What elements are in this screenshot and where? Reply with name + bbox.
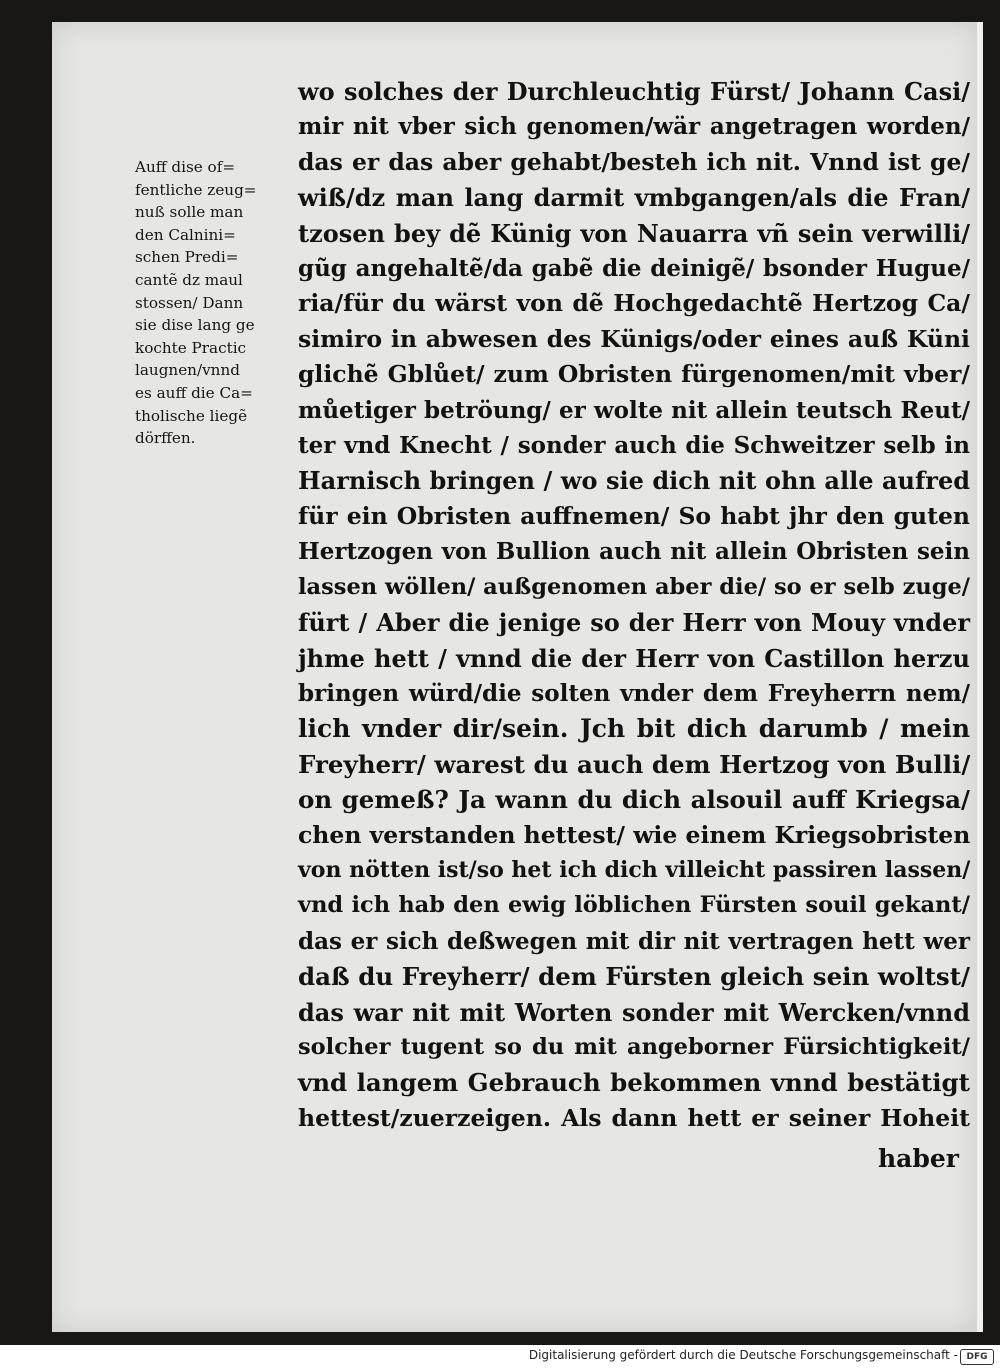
text-line: ria/für du wärst von dẽ Hochgedachtẽ Hertzog Ca/ <box>298 289 970 318</box>
text-line: tzosen bey dẽ Künig von Nauarra vñ sein verwilli/ <box>298 218 970 248</box>
text-line: hettest/zuerzeigen. Als dann hett er seiner Hoheit <box>298 1103 970 1132</box>
text-line: lassen wöllen/ außgenomen aber die/ so er selb zuge/ <box>298 573 970 600</box>
dfg-logo-icon: DFG <box>960 1349 994 1365</box>
text-line: wo solches der Durchleuchtig Fürst/ Johann Casi/ <box>298 77 970 106</box>
text-line: Harnisch bringen / wo sie dich nit ohn alle aufred <box>298 466 970 496</box>
text-line: můetiger betröung/ er wolte nit allein teutsch Reut/ <box>298 396 970 424</box>
marginal-line: fentliche zeug= <box>135 180 257 199</box>
marginal-note <box>135 156 293 450</box>
text-line: daß du Freyherr/ dem Fürsten gleich sein woltst/ <box>298 962 970 992</box>
marginal-line: schen Predi= <box>135 248 239 267</box>
marginal-line: dörffen. <box>135 429 196 448</box>
text-line: simiro in abwesen des Künigs/oder eines auß Küni <box>298 324 970 353</box>
text-line: wiß/dz man lang darmit vmbgangen/als die Fran/ <box>298 183 970 213</box>
marginal-line: Auff dise of= <box>135 158 236 176</box>
text-line: das er das aber gehabt/besteh ich nit. Vnnd ist ge/ <box>298 147 970 176</box>
text-line: glichẽ Gblůet/ zum Obristen fürgenomen/mit vber/ <box>298 360 970 389</box>
marginal-line: laugnen/vnnd <box>135 361 240 380</box>
text-line: fürt / Aber die jenige so der Herr von Mouy vnder <box>298 608 970 638</box>
marginal-line: es auff die Ca= <box>135 383 253 402</box>
footer-bar <box>0 1345 1000 1368</box>
text-line: das war nit mit Worten sonder mit Wercken/vnnd <box>298 997 970 1027</box>
text-line: Hertzogen von Bullion auch nit allein Obristen sein <box>298 538 970 566</box>
text-line: vnd ich hab den ewig löblichen Fürsten souil gekant/ <box>298 892 970 919</box>
marginal-line: stossen/ Dann <box>135 293 244 312</box>
marginal-line: kochte Practic <box>135 338 247 357</box>
text-line: von nötten ist/so het ich dich villeicht passiren lassen/ <box>298 856 971 883</box>
marginal-line: den Calnini= <box>135 225 236 244</box>
page-edge <box>977 22 983 1332</box>
text-line: ter vnd Knecht / sonder auch die Schweitzer selb in <box>298 432 970 460</box>
text-line: vnd langem Gebrauch bekommen vnnd bestätigt <box>298 1068 970 1098</box>
text-line: gũg angehaltẽ/da gabẽ die deinigẽ/ bsonder Hugue/ <box>298 255 970 283</box>
marginal-line: tholische liegẽ <box>135 406 248 425</box>
text-line: mir nit vber sich genomen/wär angetragen worden/ <box>298 113 970 141</box>
text-line: lich vnder dir/sein. Jch bit dich darumb / mein <box>298 714 970 744</box>
funding-credit: Digitalisierung gefördert durch die Deutsche Forschungsgemeinschaft - <box>528 1348 958 1362</box>
text-line: das er sich deßwegen mit dir nit vertragen hett wer <box>298 927 970 955</box>
text-line: chen verstanden hettest/ wie einem Kriegsobristen <box>298 820 971 849</box>
text-line: bringen würd/die solten vnder dem Freyherrn nem/ <box>298 679 970 707</box>
catchword: haber <box>878 1144 959 1173</box>
text-line: on gemeß? Ja wann du dich alsouil auff Kriegsa/ <box>298 785 970 815</box>
marginal-line: cantẽ dz maul <box>135 270 243 289</box>
marginal-line: sie dise lang ge <box>135 316 255 335</box>
marginal-line: nuß solle man <box>135 203 244 222</box>
text-line: für ein Obristen auffnemen/ So habt jhr den guten <box>298 501 970 530</box>
text-line: jhme hett / vnnd die der Herr von Castillon herzu <box>298 643 970 673</box>
main-text-block <box>298 74 970 1136</box>
text-line: solcher tugent so du mit angeborner Fürsichtigkeit/ <box>298 1033 970 1060</box>
text-line: Freyherr/ warest du auch dem Hertzog von Bulli/ <box>298 749 971 779</box>
